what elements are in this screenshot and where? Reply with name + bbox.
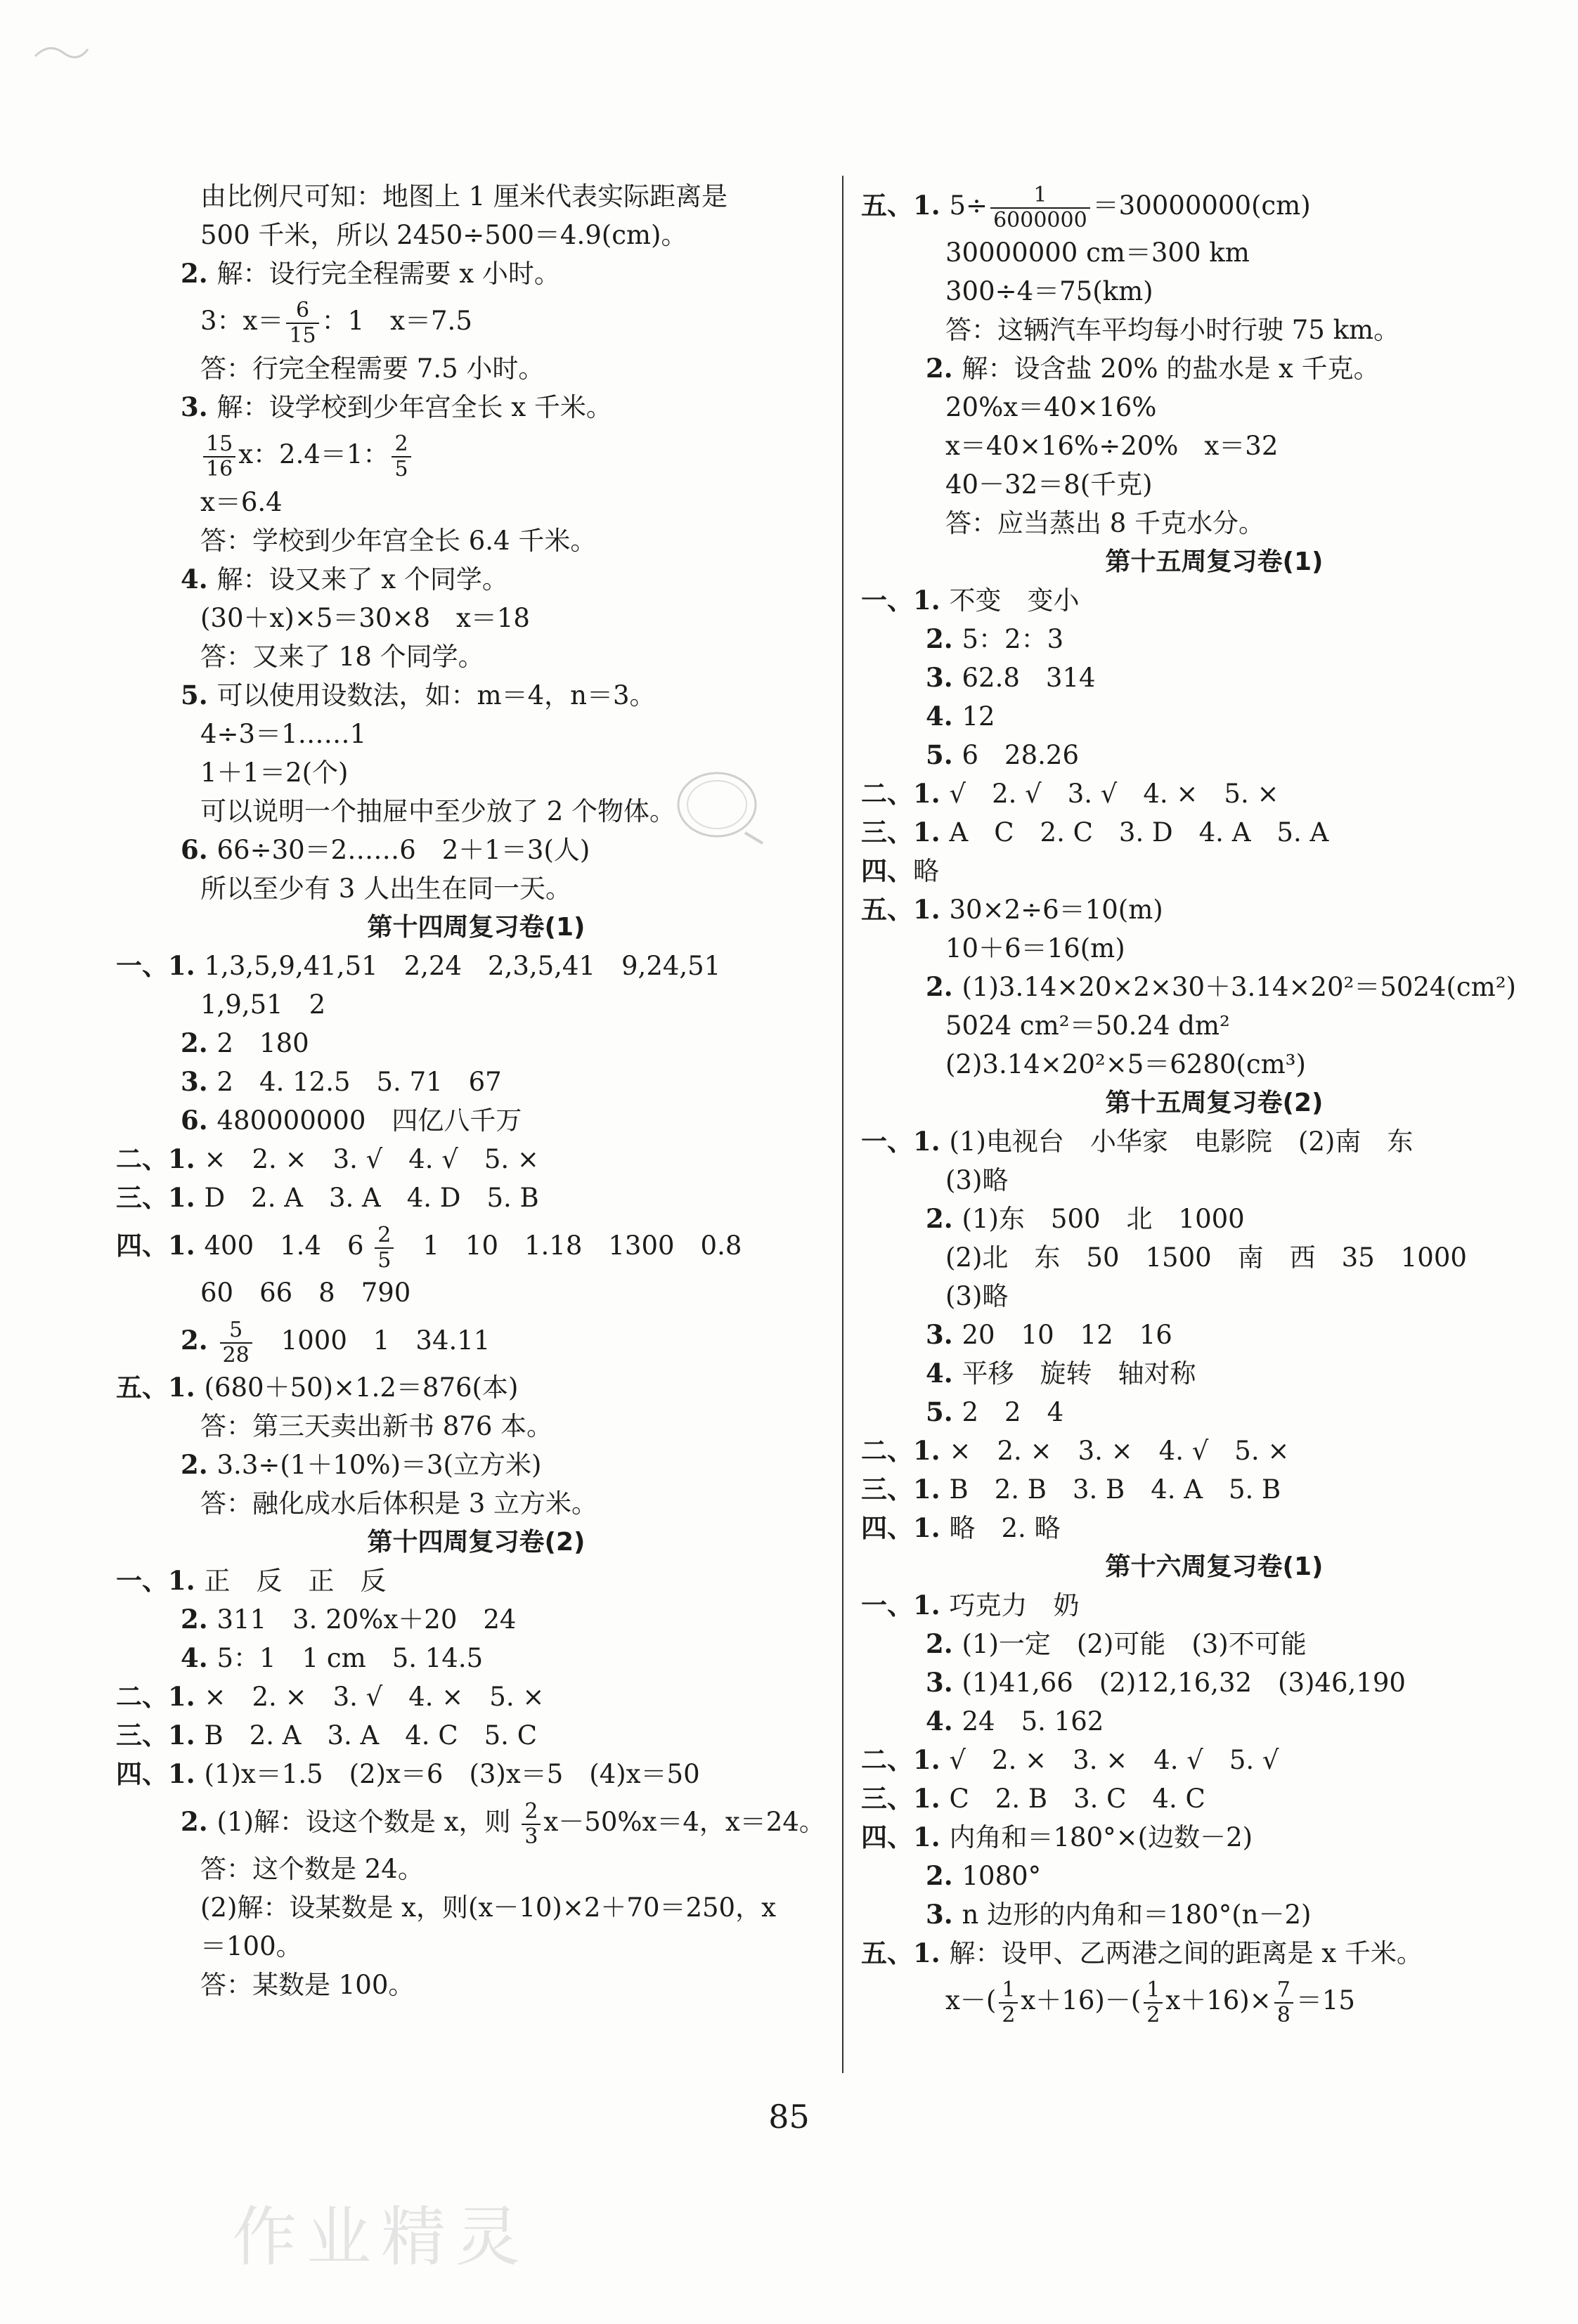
answer-line: 4. 解：设又来了 x 个同学。 xyxy=(181,564,508,595)
answer-line: $\frac{15}{16}$ x：2.4＝1： $\frac{2}{5}$ xyxy=(116,427,836,483)
section-heading: 第十四周复习卷(1) xyxy=(367,913,586,942)
answer-line: 5. 2 2 4 xyxy=(926,1396,1064,1427)
answer-line: 答：融化成水后体积是 3 立方米。 xyxy=(200,1488,598,1519)
answer-line: 一、1. 不变 变小 xyxy=(861,585,1080,616)
answer-line: 4. 24 5. 162 xyxy=(926,1706,1104,1736)
answer-line: 答：学校到少年宫全长 6.4 千米。 xyxy=(200,526,597,556)
answer-line: 10＋6＝16(m) xyxy=(945,933,1125,963)
answer-line: 300÷4＝75(km) xyxy=(945,276,1153,306)
column-divider xyxy=(842,176,843,2073)
answer-line: 4. 5：1 1 cm 5. 14.5 xyxy=(181,1642,484,1673)
fraction: $\frac{7}{8}$ xyxy=(1274,1978,1293,2027)
answer-line: 2. 1080° xyxy=(926,1860,1042,1891)
stamp-logo xyxy=(668,766,773,850)
answer-line: 四、1. 400 1.4 6 $\frac{2}{5}$ 1 10 1.18 1300 0.8 xyxy=(116,1222,742,1273)
answer-line: 3. (1)41,66 (2)12,16,32 (3)46,190 xyxy=(926,1667,1406,1698)
answer-line: 一、1. 巧克力 奶 xyxy=(861,1590,1080,1621)
answer-line: (30＋x)×5＝30×8 x＝18 xyxy=(200,603,530,633)
right-column xyxy=(861,177,1567,2029)
answer-line: 2. 5：2：3 xyxy=(926,623,1064,654)
answer-line: 答：应当蒸出 8 千克水分。 xyxy=(945,508,1265,538)
answer-line: 答：某数是 100。 xyxy=(200,1970,415,2000)
answer-line: 5024 cm²＝50.24 dm² xyxy=(945,1011,1230,1041)
fraction: $\frac{1}{2}$ xyxy=(1144,1978,1163,2027)
answer-line: 五、1. 30×2÷6＝10(m) xyxy=(861,894,1163,925)
answer-line: 5. 可以使用设数法，如：m＝4，n＝3。 xyxy=(181,680,656,710)
answer-line: 2. (1)一定 (2)可能 (3)不可能 xyxy=(926,1628,1307,1659)
fraction: $\frac{1}{6000000}$ xyxy=(990,183,1090,233)
answer-line: 三、1. B 2. A 3. A 4. C 5. C xyxy=(116,1720,538,1751)
answer-line: (2)3.14×20²×5＝6280(cm³) xyxy=(945,1049,1306,1079)
answer-line: 二、1. √ 2. √ 3. √ 4. × 5. × xyxy=(861,778,1279,809)
answer-line: 答：行完全程需要 7.5 小时。 xyxy=(200,353,545,384)
answer-line: 40－32＝8(千克) xyxy=(945,469,1153,500)
section-heading: 第十四周复习卷(2) xyxy=(367,1528,586,1557)
section-heading: 第十六周复习卷(1) xyxy=(1105,1552,1324,1581)
answer-line: ＝100。 xyxy=(200,1931,302,1961)
answer-line: 2. (1)解：设这个数是 x，则 $\frac{2}{3}$ x－50%x＝4，x＝24。 xyxy=(181,1798,825,1849)
answer-line: 答：这个数是 24。 xyxy=(200,1854,424,1884)
answer-line: 一、1. 1,3,5,9,41,51 2,24 2,3,5,41 9,24,51 xyxy=(116,950,721,981)
answer-line: 3. 解：设学校到少年宫全长 x 千米。 xyxy=(181,391,612,422)
answer-line: 60 66 8 790 xyxy=(200,1278,411,1308)
answer-line: 2. 解：设含盐 20% 的盐水是 x 千克。 xyxy=(926,353,1380,384)
answer-line: 五、1. 5÷ $\frac{1}{6000000}$ ＝30000000(cm) xyxy=(861,182,1311,233)
section-heading: 第十五周复习卷(2) xyxy=(1105,1089,1324,1117)
answer-line: 一、1. (1)电视台 小华家 电影院 (2)南 东 xyxy=(861,1126,1414,1157)
answer-line: 2. 解：设行完全程需要 x 小时。 xyxy=(181,258,560,289)
watermark: 作业精灵 xyxy=(232,2200,531,2275)
answer-line: 2. (1)3.14×20×2×30＋3.14×20²＝5024(cm²) xyxy=(926,971,1516,1002)
answer-line: 三、1. B 2. B 3. B 4. A 5. B xyxy=(861,1474,1281,1505)
fraction: $\frac{15}{16}$ xyxy=(203,432,235,481)
answer-line: 4. 平移 旋转 轴对称 xyxy=(926,1358,1196,1389)
fraction: $\frac{2}{3}$ xyxy=(522,1800,541,1849)
page-number: 85 xyxy=(768,2098,810,2136)
answer-line: 四、1. (1)x＝1.5 (2)x＝6 (3)x＝5 (4)x＝50 xyxy=(116,1758,700,1789)
answer-line: 6. 66÷30＝2……6 2＋1＝3(人) xyxy=(181,834,590,865)
fraction: $\frac{2}{5}$ xyxy=(375,1223,394,1273)
answer-line: 所以至少有 3 人出生在同一天。 xyxy=(200,874,572,904)
answer-line: 二、1. × 2. × 3. √ 4. × 5. × xyxy=(116,1681,545,1712)
answer-line: 500 千米，所以 2450÷500＝4.9(cm)。 xyxy=(200,220,687,250)
answer-line: 二、1. × 2. × 3. √ 4. √ 5. × xyxy=(116,1143,539,1174)
answer-line: 三、1. A C 2. C 3. D 4. A 5. A xyxy=(861,817,1329,848)
answer-line: 五、1. 解：设甲、乙两港之间的距离是 x 千米。 xyxy=(861,1937,1423,1968)
answer-line: 2. 311 3. 20%x＋20 24 xyxy=(181,1604,517,1635)
answer-line: 2. $\frac{5}{28}$ 1000 1 34.11 xyxy=(181,1317,491,1368)
answer-line: 四、略 xyxy=(861,855,939,886)
answer-line: 可以说明一个抽屉中至少放了 2 个物体。 xyxy=(200,796,676,826)
answer-line: 1＋1＝2(个) xyxy=(200,758,349,788)
answer-line: (3)略 xyxy=(945,1165,1009,1195)
answer-line: 二、1. × 2. × 3. × 4. √ 5. × xyxy=(861,1435,1290,1466)
fraction: $\frac{1}{2}$ xyxy=(999,1978,1018,2027)
answer-line: 一、1. 正 反 正 反 xyxy=(116,1565,387,1596)
answer-line: 二、1. √ 2. × 3. × 4. √ 5. √ xyxy=(861,1744,1279,1775)
corner-mark xyxy=(28,28,91,84)
answer-line: 3. 2 4. 12.5 5. 71 67 xyxy=(181,1066,502,1097)
answer-line: x＝6.4 xyxy=(200,487,283,517)
answer-line: x＝40×16%÷20% x＝32 xyxy=(945,431,1279,461)
answer-line: 4÷3＝1……1 xyxy=(200,719,367,749)
answer-line: 2. (1)东 500 北 1000 xyxy=(926,1203,1245,1234)
answer-line: 由比例尺可知：地图上 1 厘米代表实际距离是 xyxy=(200,181,728,212)
fraction: $\frac{6}{15}$ xyxy=(286,299,318,348)
answer-line: 四、1. 内角和＝180°×(边数－2) xyxy=(861,1822,1253,1852)
answer-line: 三、1. C 2. B 3. C 4. C xyxy=(861,1783,1205,1814)
section-heading: 第十五周复习卷(1) xyxy=(1105,547,1324,576)
answer-line: 30000000 cm＝300 km xyxy=(945,238,1250,268)
answer-line: 五、1. (680＋50)×1.2＝876(本) xyxy=(116,1372,519,1403)
answer-line: 3：x＝ $\frac{6}{15}$ ：1 x＝7.5 xyxy=(200,297,472,348)
answer-line: (3)略 xyxy=(945,1281,1009,1311)
fraction: $\frac{5}{28}$ xyxy=(220,1318,252,1368)
answer-line: 3. 62.8 314 xyxy=(926,662,1096,693)
answer-line: 答：这辆汽车平均每小时行驶 75 km。 xyxy=(945,315,1400,345)
answer-line: 三、1. D 2. A 3. A 4. D 5. B xyxy=(116,1182,539,1213)
answer-line: 1,9,51 2 xyxy=(200,989,326,1020)
answer-line: 2. 2 180 xyxy=(181,1027,309,1058)
answer-line: 2. 3.3÷(1＋10%)＝3(立方米) xyxy=(181,1449,542,1480)
answer-line: 3. 20 10 12 16 xyxy=(926,1319,1172,1350)
answer-line: 四、1. 略 2. 略 xyxy=(861,1512,1061,1543)
answer-line: 3. n 边形的内角和＝180°(n－2) xyxy=(926,1899,1312,1930)
answer-line: 答：又来了 18 个同学。 xyxy=(200,642,484,672)
left-column xyxy=(116,177,836,2004)
answer-line: 5. 6 28.26 xyxy=(926,739,1079,770)
answer-line: (2)解：设某数是 x，则(x－10)×2＋70＝250，x xyxy=(200,1893,776,1923)
answer-line: (2)北 东 50 1500 南 西 35 1000 xyxy=(945,1242,1467,1273)
fraction: $\frac{2}{5}$ xyxy=(392,432,410,481)
answer-line: 6. 480000000 四亿八千万 xyxy=(181,1105,522,1136)
answer-line: 答：第三天卖出新书 876 本。 xyxy=(200,1411,553,1441)
answer-line: x－( $\frac{1}{2}$ x＋16)－( $\frac{1}{2}$ x＋16)× $\frac{7}{8}$ ＝15 xyxy=(945,1977,1355,2027)
answer-line: 20%x＝40×16% xyxy=(945,392,1157,422)
answer-line: 4. 12 xyxy=(926,701,995,732)
